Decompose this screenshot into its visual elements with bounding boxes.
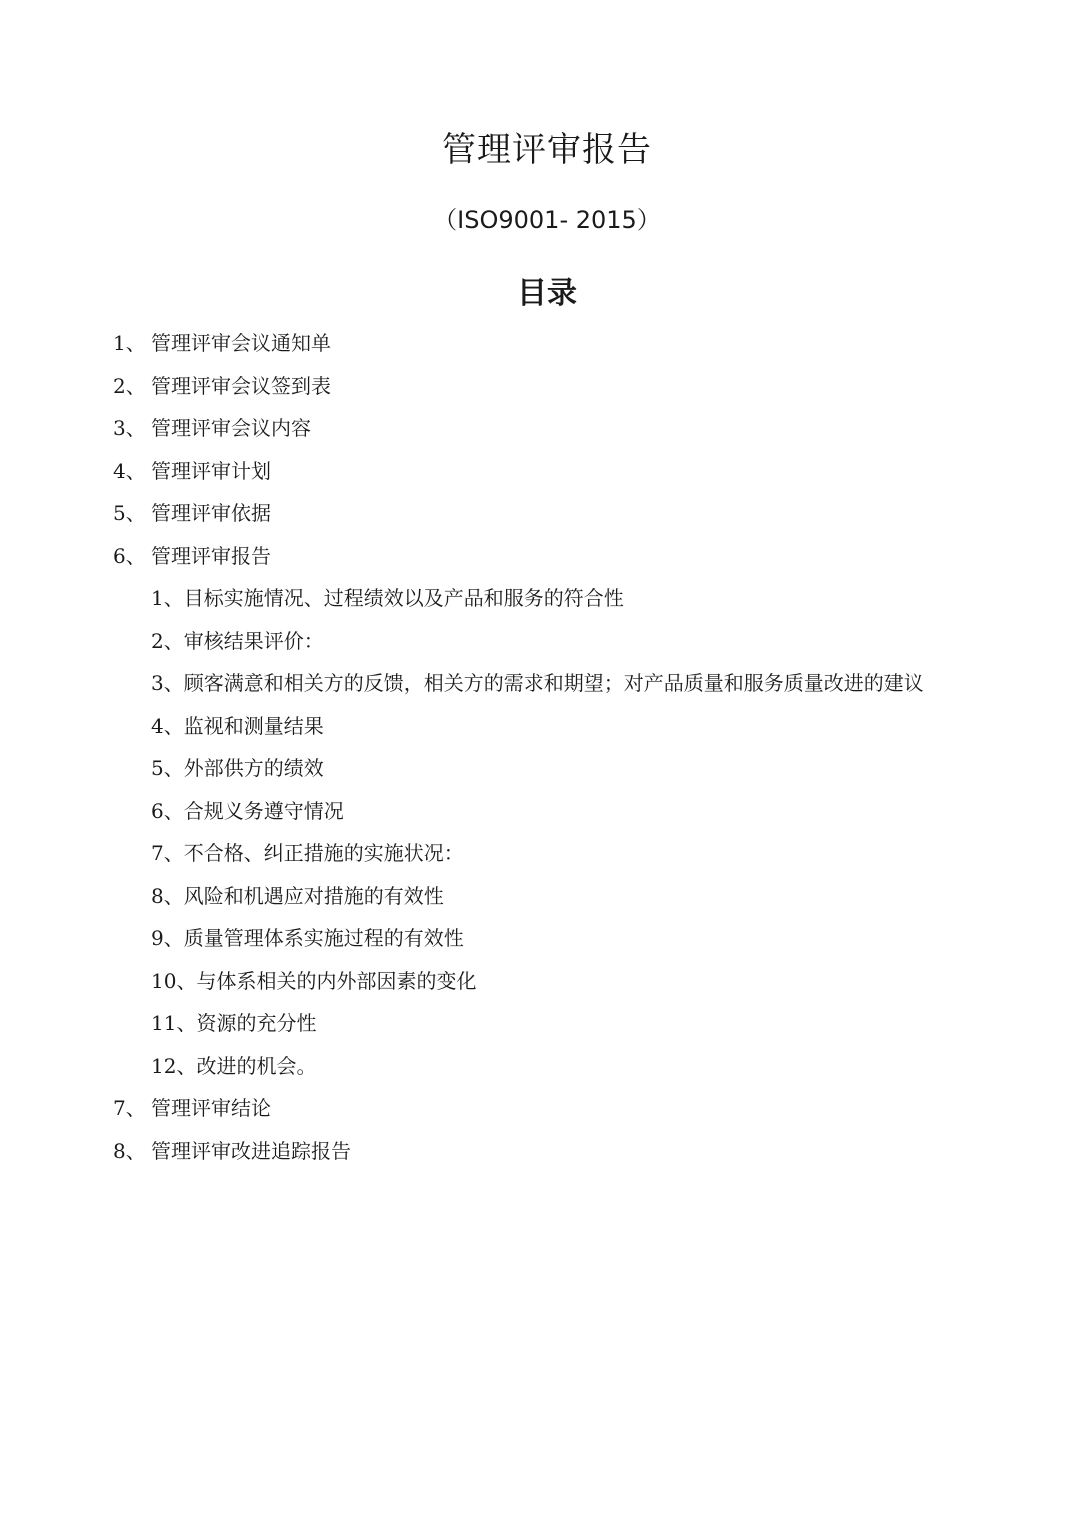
toc-item-number: 5、 xyxy=(113,501,146,525)
toc-subitem-line xyxy=(151,710,324,742)
toc-subitem xyxy=(0,880,1080,923)
toc-subitem xyxy=(0,710,1080,753)
page-title: 管理评审报告 xyxy=(442,130,652,170)
toc-subitem-number: 8、 xyxy=(151,883,184,908)
toc-item xyxy=(0,412,1080,455)
toc-item-text: 管理评审计划 xyxy=(151,458,271,483)
toc-subitem-line xyxy=(151,1007,316,1039)
toc-subitem-line xyxy=(151,625,324,657)
toc-subitem-line xyxy=(151,582,624,614)
toc-subitem-number: 3、 xyxy=(151,671,184,695)
toc-item-number: 8、 xyxy=(113,1138,146,1163)
toc-heading: 目录 xyxy=(517,276,577,311)
toc-item-number: 3、 xyxy=(113,416,146,440)
toc-subitem xyxy=(0,667,1080,710)
toc-subitem xyxy=(0,1007,1080,1050)
toc-subitem-text: 风险和机遇应对措施的有效性 xyxy=(183,883,444,908)
toc-subitem-line xyxy=(151,1050,316,1082)
toc-subitem xyxy=(0,837,1080,880)
toc-subitem-text: 目标实施情况、过程绩效以及产品和服务的符合性 xyxy=(183,586,624,610)
toc-subitem xyxy=(0,1050,1080,1093)
toc-item-text: 管理评审会议签到表 xyxy=(151,373,331,398)
toc-item-text: 管理评审依据 xyxy=(151,501,271,525)
toc-subitem-number: 12、 xyxy=(151,1053,197,1078)
toc-item xyxy=(0,540,1080,583)
toc-subitem-line xyxy=(151,880,444,912)
toc-item-number: 4、 xyxy=(113,458,146,483)
toc-subitem-line xyxy=(151,965,476,997)
toc-item xyxy=(0,497,1080,540)
toc-subitem-text: 审核结果评价： xyxy=(183,628,324,653)
toc-subitem-text: 合规义务遵守情况 xyxy=(183,798,344,823)
table-of-contents xyxy=(0,327,1080,1177)
toc-item-text: 管理评审会议内容 xyxy=(151,416,311,440)
toc-subitem-number: 10、 xyxy=(151,968,197,993)
toc-subitem-number: 5、 xyxy=(151,756,184,780)
toc-subitem-number: 6、 xyxy=(151,798,184,823)
toc-item xyxy=(0,370,1080,413)
toc-subitem-line xyxy=(151,752,324,784)
toc-item xyxy=(0,1135,1080,1178)
toc-item-number: 6、 xyxy=(113,543,146,568)
page-subtitle: （ISO9001- 2015） xyxy=(433,206,661,234)
toc-item-text: 管理评审报告 xyxy=(151,543,271,568)
toc-subitem-text: 外部供方的绩效 xyxy=(183,756,324,780)
toc-item-text: 管理评审会议通知单 xyxy=(151,331,331,355)
toc-subitem-number: 2、 xyxy=(151,628,184,653)
toc-item-number: 2、 xyxy=(113,373,146,398)
toc-subitem-text: 顾客满意和相关方的反馈，相关方的需求和期望；对产品质量和服务质量改进的建议 xyxy=(183,671,924,695)
toc-subitem-number: 1、 xyxy=(151,586,184,610)
toc-subitem-number: 4、 xyxy=(151,713,184,738)
toc-item-text: 管理评审结论 xyxy=(151,1096,271,1120)
toc-subitem-line xyxy=(151,795,344,827)
toc-subitem xyxy=(0,625,1080,668)
toc-subitem-text: 资源的充分性 xyxy=(196,1011,317,1035)
toc-subitem xyxy=(0,922,1080,965)
toc-subitem-number: 7、 xyxy=(151,841,184,865)
toc-subitem-text: 质量管理体系实施过程的有效性 xyxy=(183,926,464,950)
toc-subitem-text: 监视和测量结果 xyxy=(183,713,324,738)
toc-subitem-line xyxy=(151,667,924,699)
toc-subitem xyxy=(0,582,1080,625)
toc-subitem-line xyxy=(151,837,464,869)
toc-subitem xyxy=(0,965,1080,1008)
toc-item-text: 管理评审改进追踪报告 xyxy=(151,1138,351,1163)
toc-subitem xyxy=(0,752,1080,795)
toc-subitem-text: 不合格、纠正措施的实施状况： xyxy=(183,841,464,865)
toc-subitem xyxy=(0,795,1080,838)
toc-item xyxy=(0,455,1080,498)
toc-item-number: 1、 xyxy=(113,331,146,355)
toc-subitem-number: 11、 xyxy=(151,1011,197,1035)
toc-subitem-text: 与体系相关的内外部因素的变化 xyxy=(196,968,477,993)
toc-item xyxy=(0,1092,1080,1135)
toc-item xyxy=(0,327,1080,370)
toc-subitem-line xyxy=(151,922,464,954)
toc-subitem-text: 改进的机会。 xyxy=(196,1053,317,1078)
toc-item-number: 7、 xyxy=(113,1096,146,1120)
toc-subitem-number: 9、 xyxy=(151,926,184,950)
